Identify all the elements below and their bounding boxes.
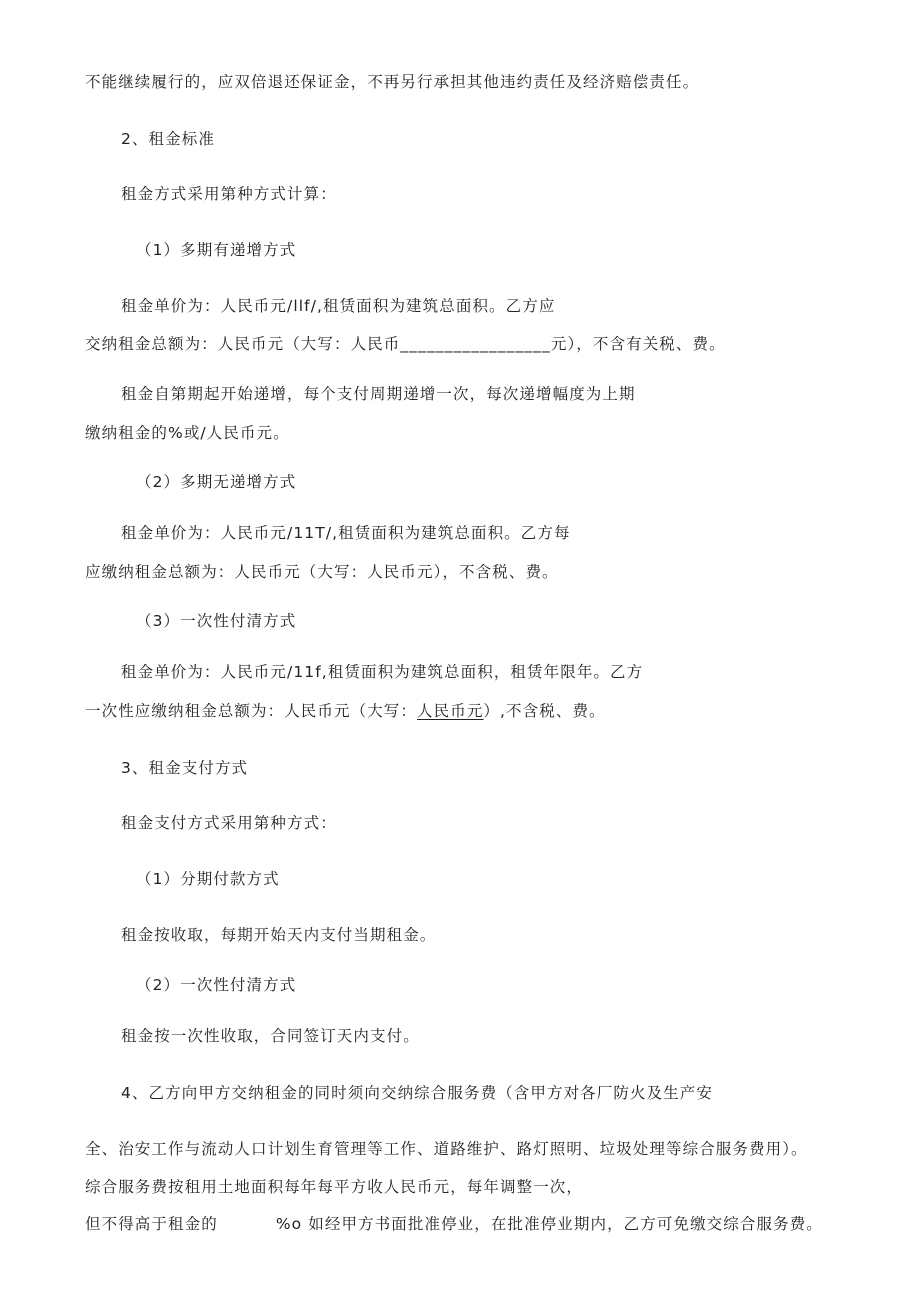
paragraph-service-fee-rate: 综合服务费按租用土地面积每年每平方收人民币元，每年调整一次，	[85, 1178, 584, 1196]
service-fee-cap-text: 但不得高于租金的	[85, 1215, 218, 1233]
subheading-multi-period-increment: （1）多期有递增方式	[136, 241, 297, 259]
subheading-installment: （1）分期付款方式	[136, 870, 280, 888]
paragraph-service-fee-cap	[85, 1214, 823, 1234]
percent-symbol: %o	[275, 1215, 303, 1233]
paragraph-breach-clause: 不能继续履行的，应双倍退还保证金，不再另行承担其他违约责任及经济赔偿责任。	[85, 73, 700, 91]
heading-payment-method: 3、租金支付方式	[121, 759, 249, 777]
paragraph-payment-method: 租金支付方式采用第种方式：	[121, 814, 337, 832]
subheading-multi-period-no-increment: （2）多期无递增方式	[136, 473, 297, 491]
paragraph-rent-method: 租金方式采用第种方式计算：	[121, 185, 337, 203]
paragraph-unit-price-1: 租金单价为：人民币元/llf/,租赁面积为建筑总面积。乙方应	[121, 297, 556, 315]
subheading-one-time-payment: （3）一次性付清方式	[136, 612, 297, 630]
subheading-one-time-payment-2: （2）一次性付清方式	[136, 976, 297, 994]
paragraph-unit-price-2: 租金单价为：人民币元/11T/,租赁面积为建筑总面积。乙方每	[121, 524, 571, 542]
paragraph-total-rent-3	[85, 701, 606, 721]
paragraph-increment-start: 租金自第期起开始递增，每个支付周期递增一次，每次递增幅度为上期	[121, 385, 636, 403]
heading-service-fee: 4、乙方向甲方交纳租金的同时须向交纳综合服务费（含甲方对各厂防火及生产安	[121, 1084, 713, 1102]
service-fee-exemption: 如经甲方书面批准停业，在批准停业期内，乙方可免缴交综合服务费。	[308, 1215, 823, 1233]
total-rent-1-tail: 元），不含有关税、费。	[550, 335, 726, 353]
total-rent-3-tail: ）,不含税、费。	[483, 702, 606, 720]
amount-blank: _________________	[400, 335, 551, 353]
paragraph-one-time-payment: 租金按一次性收取，合同签订天内支付。	[121, 1027, 420, 1045]
paragraph-total-rent-2: 应缴纳租金总额为：人民币元（大写：人民币元），不含税、费。	[85, 563, 559, 581]
underlined-amount: 人民币元	[417, 702, 484, 720]
paragraph-service-fee-scope: 全、治安工作与流动人口计划生育管理等工作、道路维护、路灯照明、垃圾处理等综合服务费用）。	[85, 1140, 808, 1158]
paragraph-installment: 租金按收取，每期开始天内支付当期租金。	[121, 926, 437, 944]
paragraph-increment-rate: 缴纳租金的%或/人民币元。	[85, 424, 290, 442]
heading-rent-standard: 2、租金标准	[121, 130, 215, 148]
total-rent-1-text: 交纳租金总额为：人民币元（大写：人民币	[85, 335, 401, 353]
paragraph-unit-price-3: 租金单价为：人民币元/11f,租赁面积为建筑总面积，租赁年限年。乙方	[121, 663, 644, 681]
total-rent-3-text: 一次性应缴纳租金总额为：人民币元（大写：	[85, 702, 418, 720]
paragraph-total-rent-1	[85, 334, 726, 354]
